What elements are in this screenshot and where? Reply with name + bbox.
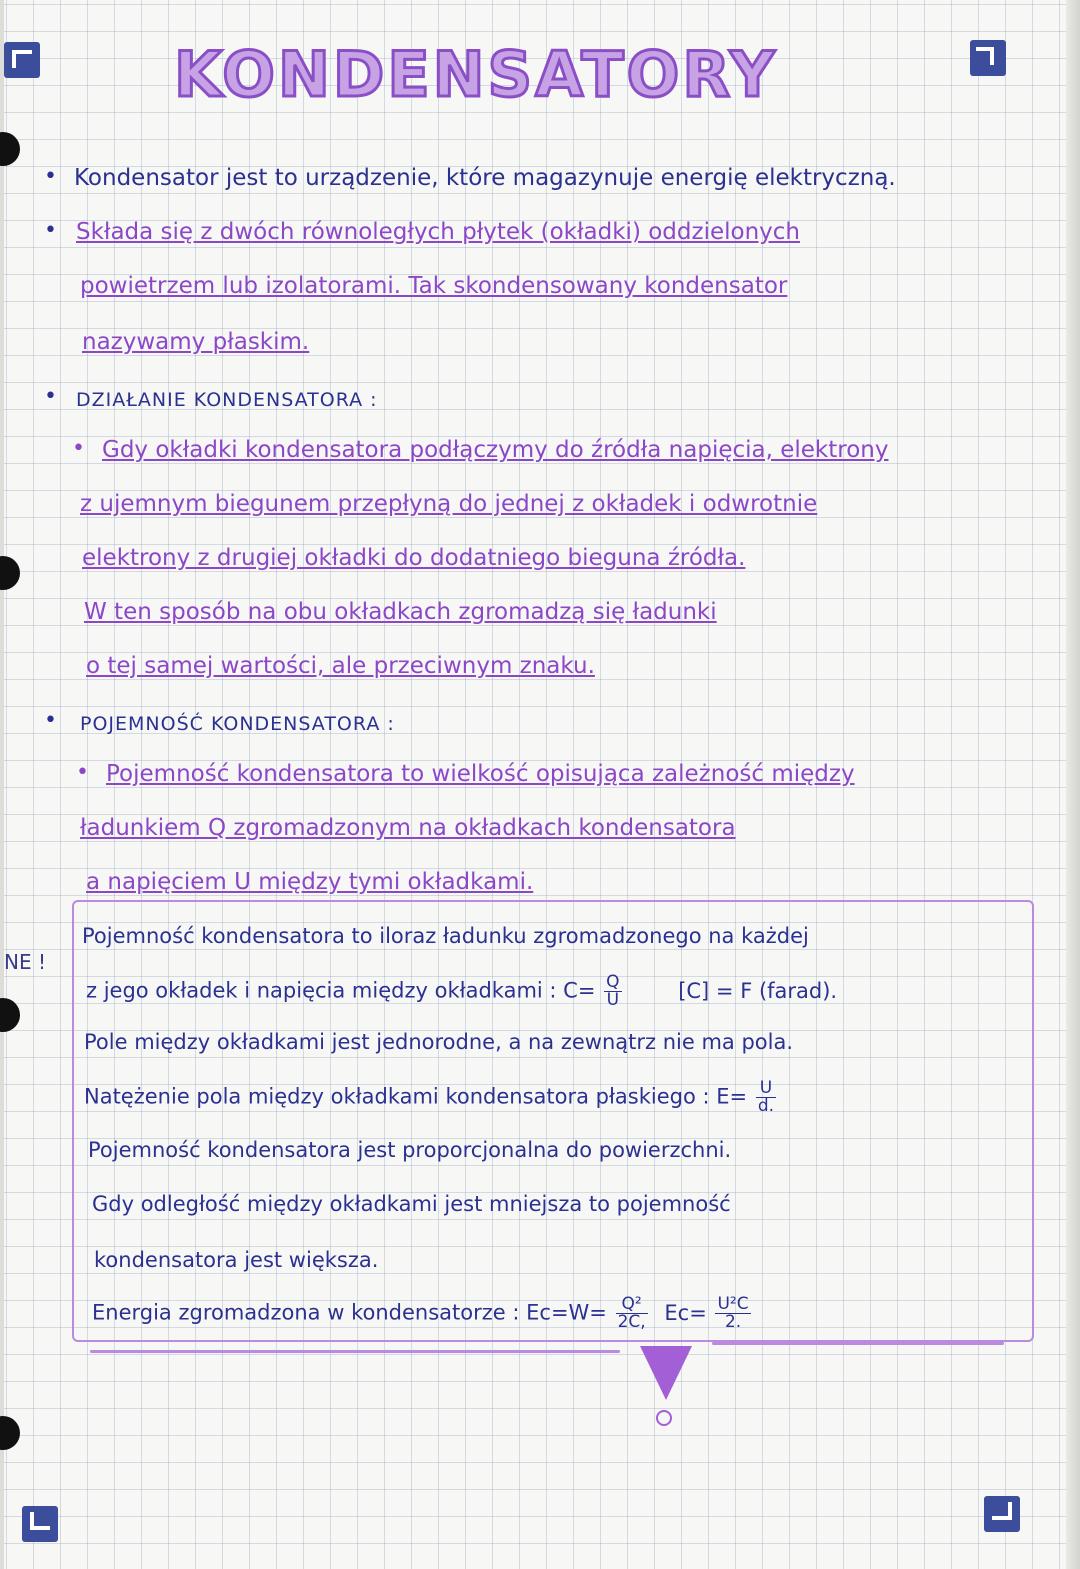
corner-marker-bottom-left-icon (22, 1506, 58, 1542)
bullet-icon: • (44, 384, 57, 409)
bullet-icon: • (44, 708, 57, 733)
summary-box (72, 900, 1034, 1342)
box-line: Pojemność kondensatora jest proporcjonalna do powierzchni. (88, 1138, 732, 1162)
corner-marker-bottom-right-icon (984, 1496, 1020, 1532)
box-line: Pole między okładkami jest jednorodne, a na zewnątrz nie ma pola. (84, 1030, 793, 1054)
formula-fraction (604, 974, 621, 1009)
formula-numerator: Q² (616, 1296, 648, 1314)
binder-hole-icon (0, 1416, 20, 1450)
page-title: KONDENSATORY (174, 38, 778, 111)
bullet-icon: • (76, 760, 89, 785)
divider-line (90, 1350, 620, 1353)
section-heading: DZIAŁANIE KONDENSATORA : (76, 389, 378, 411)
box-line-capacitance (86, 974, 837, 1009)
bullet-icon: • (44, 218, 57, 243)
box-line: Gdy odległość między okładkami jest mniejsza to pojemność (92, 1192, 731, 1216)
box-text: z jego okładek i napięcia między okładkami : (86, 978, 557, 1003)
body-line: o tej samej wartości, ale przeciwnym znaku. (86, 653, 595, 679)
important-note-label: NE ! (4, 950, 46, 974)
body-line: Pojemność kondensatora to wielkość opisująca zależność między (106, 761, 855, 787)
body-line: z ujemnym biegunem przepłyną do jednej z okładek i odwrotnie (80, 491, 818, 517)
formula-lhs: Ec=W= (526, 1300, 607, 1325)
unit-text: [C] = F (farad). (678, 978, 838, 1003)
box-text: Natężenie pola między okładkami kondensatora płaskiego : (84, 1084, 710, 1109)
body-line: elektrony z drugiej okładki do dodatniego bieguna źródła. (82, 545, 746, 571)
body-line: a napięciem U między tymi okładkami. (86, 869, 534, 895)
body-line: ładunkiem Q zgromadzonym na okładkach kondensatora (80, 815, 736, 841)
body-line: W ten sposób na obu okładkach zgromadzą się ładunki (84, 599, 717, 625)
formula-lhs: E= (716, 1084, 748, 1109)
formula-denominator: U (606, 990, 620, 1010)
binder-hole-icon (0, 132, 20, 166)
box-line: kondensatora jest większa. (94, 1248, 379, 1272)
intro-line: powietrzem lub izolatorami. Tak skondensowany kondensator (80, 273, 788, 299)
binder-hole-icon (0, 556, 20, 590)
formula-denominator: 2. (724, 1312, 742, 1332)
box-text: Energia zgromadzona w kondensatorze : (92, 1300, 520, 1325)
funnel-decoration-icon (640, 1346, 692, 1400)
formula-fraction (715, 1296, 750, 1331)
corner-marker-top-right-icon (970, 40, 1006, 76)
box-line: Pojemność kondensatora to iloraz ładunku zgromadzonego na każdej (82, 924, 809, 948)
formula-denominator: d. (757, 1096, 775, 1116)
formula-denominator: 2C, (617, 1312, 646, 1332)
funnel-dot-icon (656, 1410, 672, 1426)
page-edge (1066, 0, 1080, 1569)
body-line: Gdy okładki kondensatora podłączymy do źródła napięcia, elektrony (102, 437, 889, 463)
formula-numerator: U²C (717, 1294, 749, 1314)
bullet-icon: • (72, 436, 85, 461)
box-line-field (84, 1080, 778, 1115)
box-line-energy (92, 1296, 753, 1331)
formula-numerator: Q (606, 972, 620, 992)
binder-hole-icon (0, 998, 20, 1032)
formula-lhs: Ec= (664, 1300, 707, 1325)
notebook-page (4, 0, 1070, 1569)
formula-lhs: C= (563, 978, 596, 1003)
formula-numerator: U (756, 1080, 776, 1098)
intro-line: nazywamy płaskim. (82, 329, 310, 355)
section-heading: POJEMNOŚĆ KONDENSATORA : (80, 713, 395, 735)
intro-line: Składa się z dwóch równoległych płytek (okładki) oddzielonych (76, 219, 800, 245)
formula-fraction (616, 1296, 648, 1331)
formula-fraction (756, 1080, 776, 1115)
bullet-icon: • (44, 164, 57, 189)
divider-line (712, 1342, 1004, 1345)
intro-line: Kondensator jest to urządzenie, które magazynuje energię elektryczną. (74, 165, 896, 191)
corner-marker-top-left-icon (4, 42, 40, 78)
